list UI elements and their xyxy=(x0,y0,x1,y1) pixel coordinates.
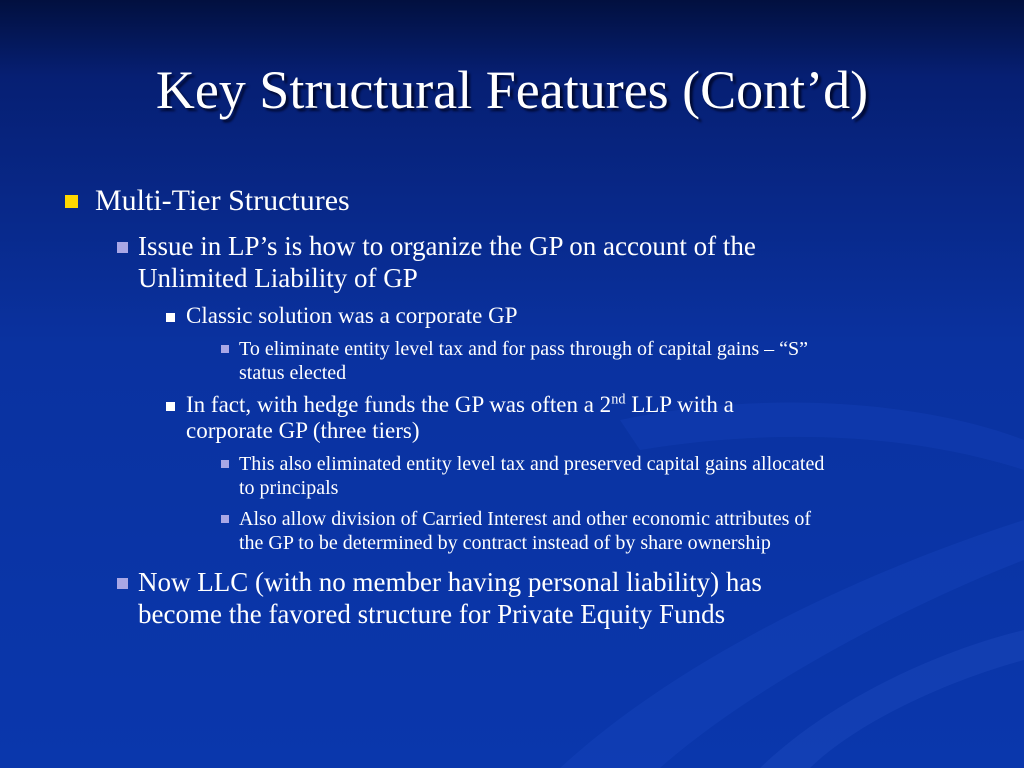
square-bullet-icon xyxy=(117,242,128,253)
square-bullet-icon xyxy=(166,313,175,322)
bullet-text xyxy=(186,392,734,444)
bullet-item-level4 xyxy=(221,507,811,555)
bullet-text xyxy=(138,566,762,630)
bullet-text-line: This also eliminated entity level tax and preserved capital gains allocated xyxy=(239,453,825,475)
bullet-text xyxy=(239,452,824,500)
slide-title: Key Structural Features (Cont’d) xyxy=(155,60,869,120)
bullet-item-level2 xyxy=(117,566,762,630)
bullet-item-level3 xyxy=(166,303,518,329)
square-bullet-icon xyxy=(65,195,78,208)
bullet-text-line: Issue in LP’s is how to organize the GP on account of the xyxy=(138,231,756,261)
square-bullet-icon xyxy=(117,578,128,589)
square-bullet-icon xyxy=(221,345,229,353)
bullet-item-level1 xyxy=(65,184,350,218)
bullet-item-level4 xyxy=(221,337,808,385)
bullet-text xyxy=(239,337,808,385)
square-bullet-icon xyxy=(166,402,175,411)
bullet-text-line: to principals xyxy=(239,477,339,499)
ordinal-superscript: nd xyxy=(611,391,626,408)
bullet-text-line: Unlimited Liability of GP xyxy=(138,263,418,293)
bullet-text xyxy=(239,507,811,555)
bullet-item-level4 xyxy=(221,452,824,500)
bullet-text-line: become the favored structure for Private Equity Funds xyxy=(138,599,726,629)
bullet-text-line: Now LLC (with no member having personal liability) has xyxy=(138,567,762,597)
bullet-text-line: To eliminate entity level tax and for pass through of capital gains – “S” xyxy=(239,338,808,360)
bullet-text-line: status elected xyxy=(239,362,347,384)
bullet-text: Multi-Tier Structures xyxy=(95,184,350,217)
bullet-text xyxy=(138,230,756,294)
bullet-text: Classic solution was a corporate GP xyxy=(186,303,518,328)
bullet-text-line: corporate GP (three tiers) xyxy=(186,418,420,443)
bullet-text-segment: LLP with a xyxy=(625,392,734,417)
bullet-text-line: Also allow division of Carried Interest and other economic attributes of xyxy=(239,508,812,530)
square-bullet-icon xyxy=(221,515,229,523)
bullet-text-line: the GP to be determined by contract instead of by share ownership xyxy=(239,532,771,554)
bullet-item-level3 xyxy=(166,392,734,444)
bullet-item-level2 xyxy=(117,230,756,294)
square-bullet-icon xyxy=(221,460,229,468)
bullet-text-segment: In fact, with hedge funds the GP was often a 2 xyxy=(186,392,612,417)
